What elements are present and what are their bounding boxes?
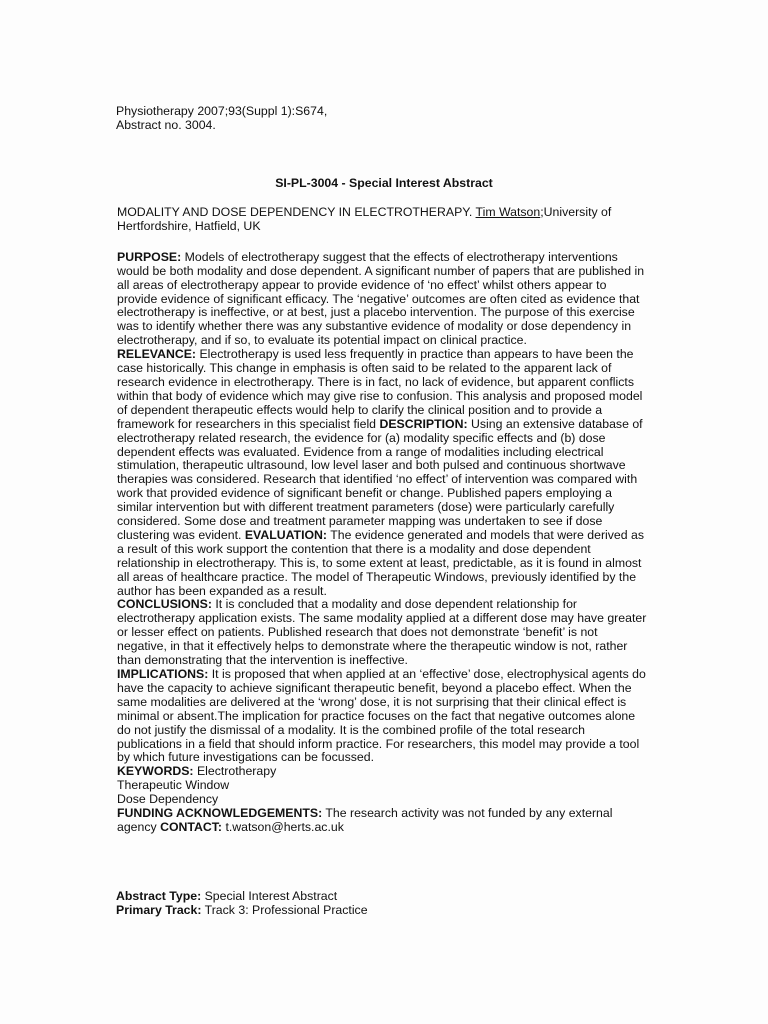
author-name: Tim Watson <box>475 205 541 219</box>
title-text: MODALITY AND DOSE DEPENDENCY IN ELECTROTHERAPY. <box>117 205 473 219</box>
citation-line-2: Abstract no. 3004. <box>116 118 216 132</box>
evaluation-label: EVALUATION: <box>244 527 328 542</box>
description-text: Using an extensive database of electrotherapy related research, the evidence for (a) modality specific effects and (b) dose dependent effects was evaluated. Evidence from a range of modalities including electrical stimulation, therapeutic ultrasound, low level laser and both pulsed and continuous shortwave therapies was considered. Research that identified ‘no effect’ of intervention was compared with work that provided evidence of significant benefit or change. Published papers employing a similar intervention but with different treatment parameters (dose) were particularly carefully considered. Some dose and treatment parameter mapping was undertaken to see if dose clustering was evident. <box>117 416 643 542</box>
relevance-label: RELEVANCE: <box>117 347 197 362</box>
implications-text: It is proposed that when applied at an ‘effective’ dose, electrophysical agents do have the capacity to achieve significant therapeutic benefit, beyond a placebo effect. When the same modalities are delivered at the ‘wrong’ dose, it is not surprising that their clinical effect is minimal or absent.The implication for practice focuses on the fact that negative outcomes alone do not justify the dismissal of a modality. It is the combined profile of the total research publications in a field that should inform practice. For researchers, this model may provide a tool by which future investigations can be focussed. <box>117 667 646 765</box>
conclusions-section <box>117 598 649 668</box>
relevance-text: Electrotherapy is used less frequently in practice than appears to have been the case historically. This change in emphasis is often said to be related to the apparent lack of research evidence in electrotherapy. There is in fact, no lack of evidence, but apparent conflicts within that body of evidence which may give rise to confusion. This analysis and proposed model of dependent therapeutic effects would help to clarify the clinical position and to provide a framework for researchers in this specialist field <box>117 347 643 431</box>
abstract-footer <box>116 889 368 917</box>
abstract-title <box>117 206 649 234</box>
keyword-item: Dose Dependency <box>117 792 219 807</box>
keywords-section <box>117 765 649 779</box>
abstract-type-value: Special Interest Abstract <box>204 889 338 903</box>
abstract-body <box>117 206 649 835</box>
abstract-type-line <box>116 889 368 903</box>
relevance-section <box>117 348 649 598</box>
conclusions-label: CONCLUSIONS: <box>117 597 212 612</box>
abstract-heading: SI-PL-3004 - Special Interest Abstract <box>275 176 493 190</box>
primary-track-label: Primary Track: <box>116 903 202 917</box>
keyword-item: Electrotherapy <box>196 764 277 779</box>
contact-email: t.watson@herts.ac.uk <box>225 819 344 834</box>
funding-label: FUNDING ACKNOWLEDGEMENTS: <box>117 806 323 821</box>
primary-track-value: Track 3: Professional Practice <box>204 903 368 917</box>
keyword-item: Therapeutic Window <box>117 778 230 793</box>
purpose-label: PURPOSE: <box>117 249 182 264</box>
description-label: DESCRIPTION: <box>379 416 468 431</box>
primary-track-line <box>116 903 368 917</box>
evaluation-text: The evidence generated and models that were derived as a result of this work support the contention that there is a modality and dose dependent relationship in electrotherapy. This is, to some extent at least, predictable, as it is found in almost all areas of healthcare practice. The model of Therapeutic Windows, previously identified by the author has been expanded as a result. <box>117 527 645 598</box>
funding-text: The research activity was not funded by any external agency <box>117 806 613 834</box>
citation <box>116 104 327 132</box>
purpose-text: Models of electrotherapy suggest that the effects of electrotherapy interventions would be both modality and dose dependent. A significant number of papers that are published in all areas of electrotherapy appear to provide evidence of ‘no effect’ whilst others appear to provide evidence of significant efficacy. The ‘negative’ outcomes are often cited as evidence that electrotherapy is ineffective, or at best, just a placebo intervention. The purpose of this exercise was to identify whether there was any substantive evidence of modality or dose dependency in electrotherapy, and if so, to evaluate its potential impact on clinical practice. <box>117 249 645 348</box>
citation-line-1: Physiotherapy 2007;93(Suppl 1):S674, <box>116 104 328 118</box>
purpose-section <box>117 251 649 348</box>
implications-label: IMPLICATIONS: <box>117 667 209 681</box>
funding-section <box>117 807 649 835</box>
implications-section <box>117 668 649 765</box>
abstract-type-label: Abstract Type: <box>116 889 202 903</box>
conclusions-text: It is concluded that a modality and dose dependent relationship for electrotherapy application exists. The same modality applied at a different dose may have greater or lesser effect on patients. Published research that does not demonstrate ‘benefit’ is not negative, in that it effectively helps to demonstrate where the therapeutic window is not, rather than demonstrating that the intervention is ineffective. <box>117 597 647 668</box>
author-affiliation: ;University of Hertfordshire, Hatfield, UK <box>117 205 612 233</box>
keywords-label: KEYWORDS: <box>117 764 194 779</box>
contact-label: CONTACT: <box>160 819 223 834</box>
